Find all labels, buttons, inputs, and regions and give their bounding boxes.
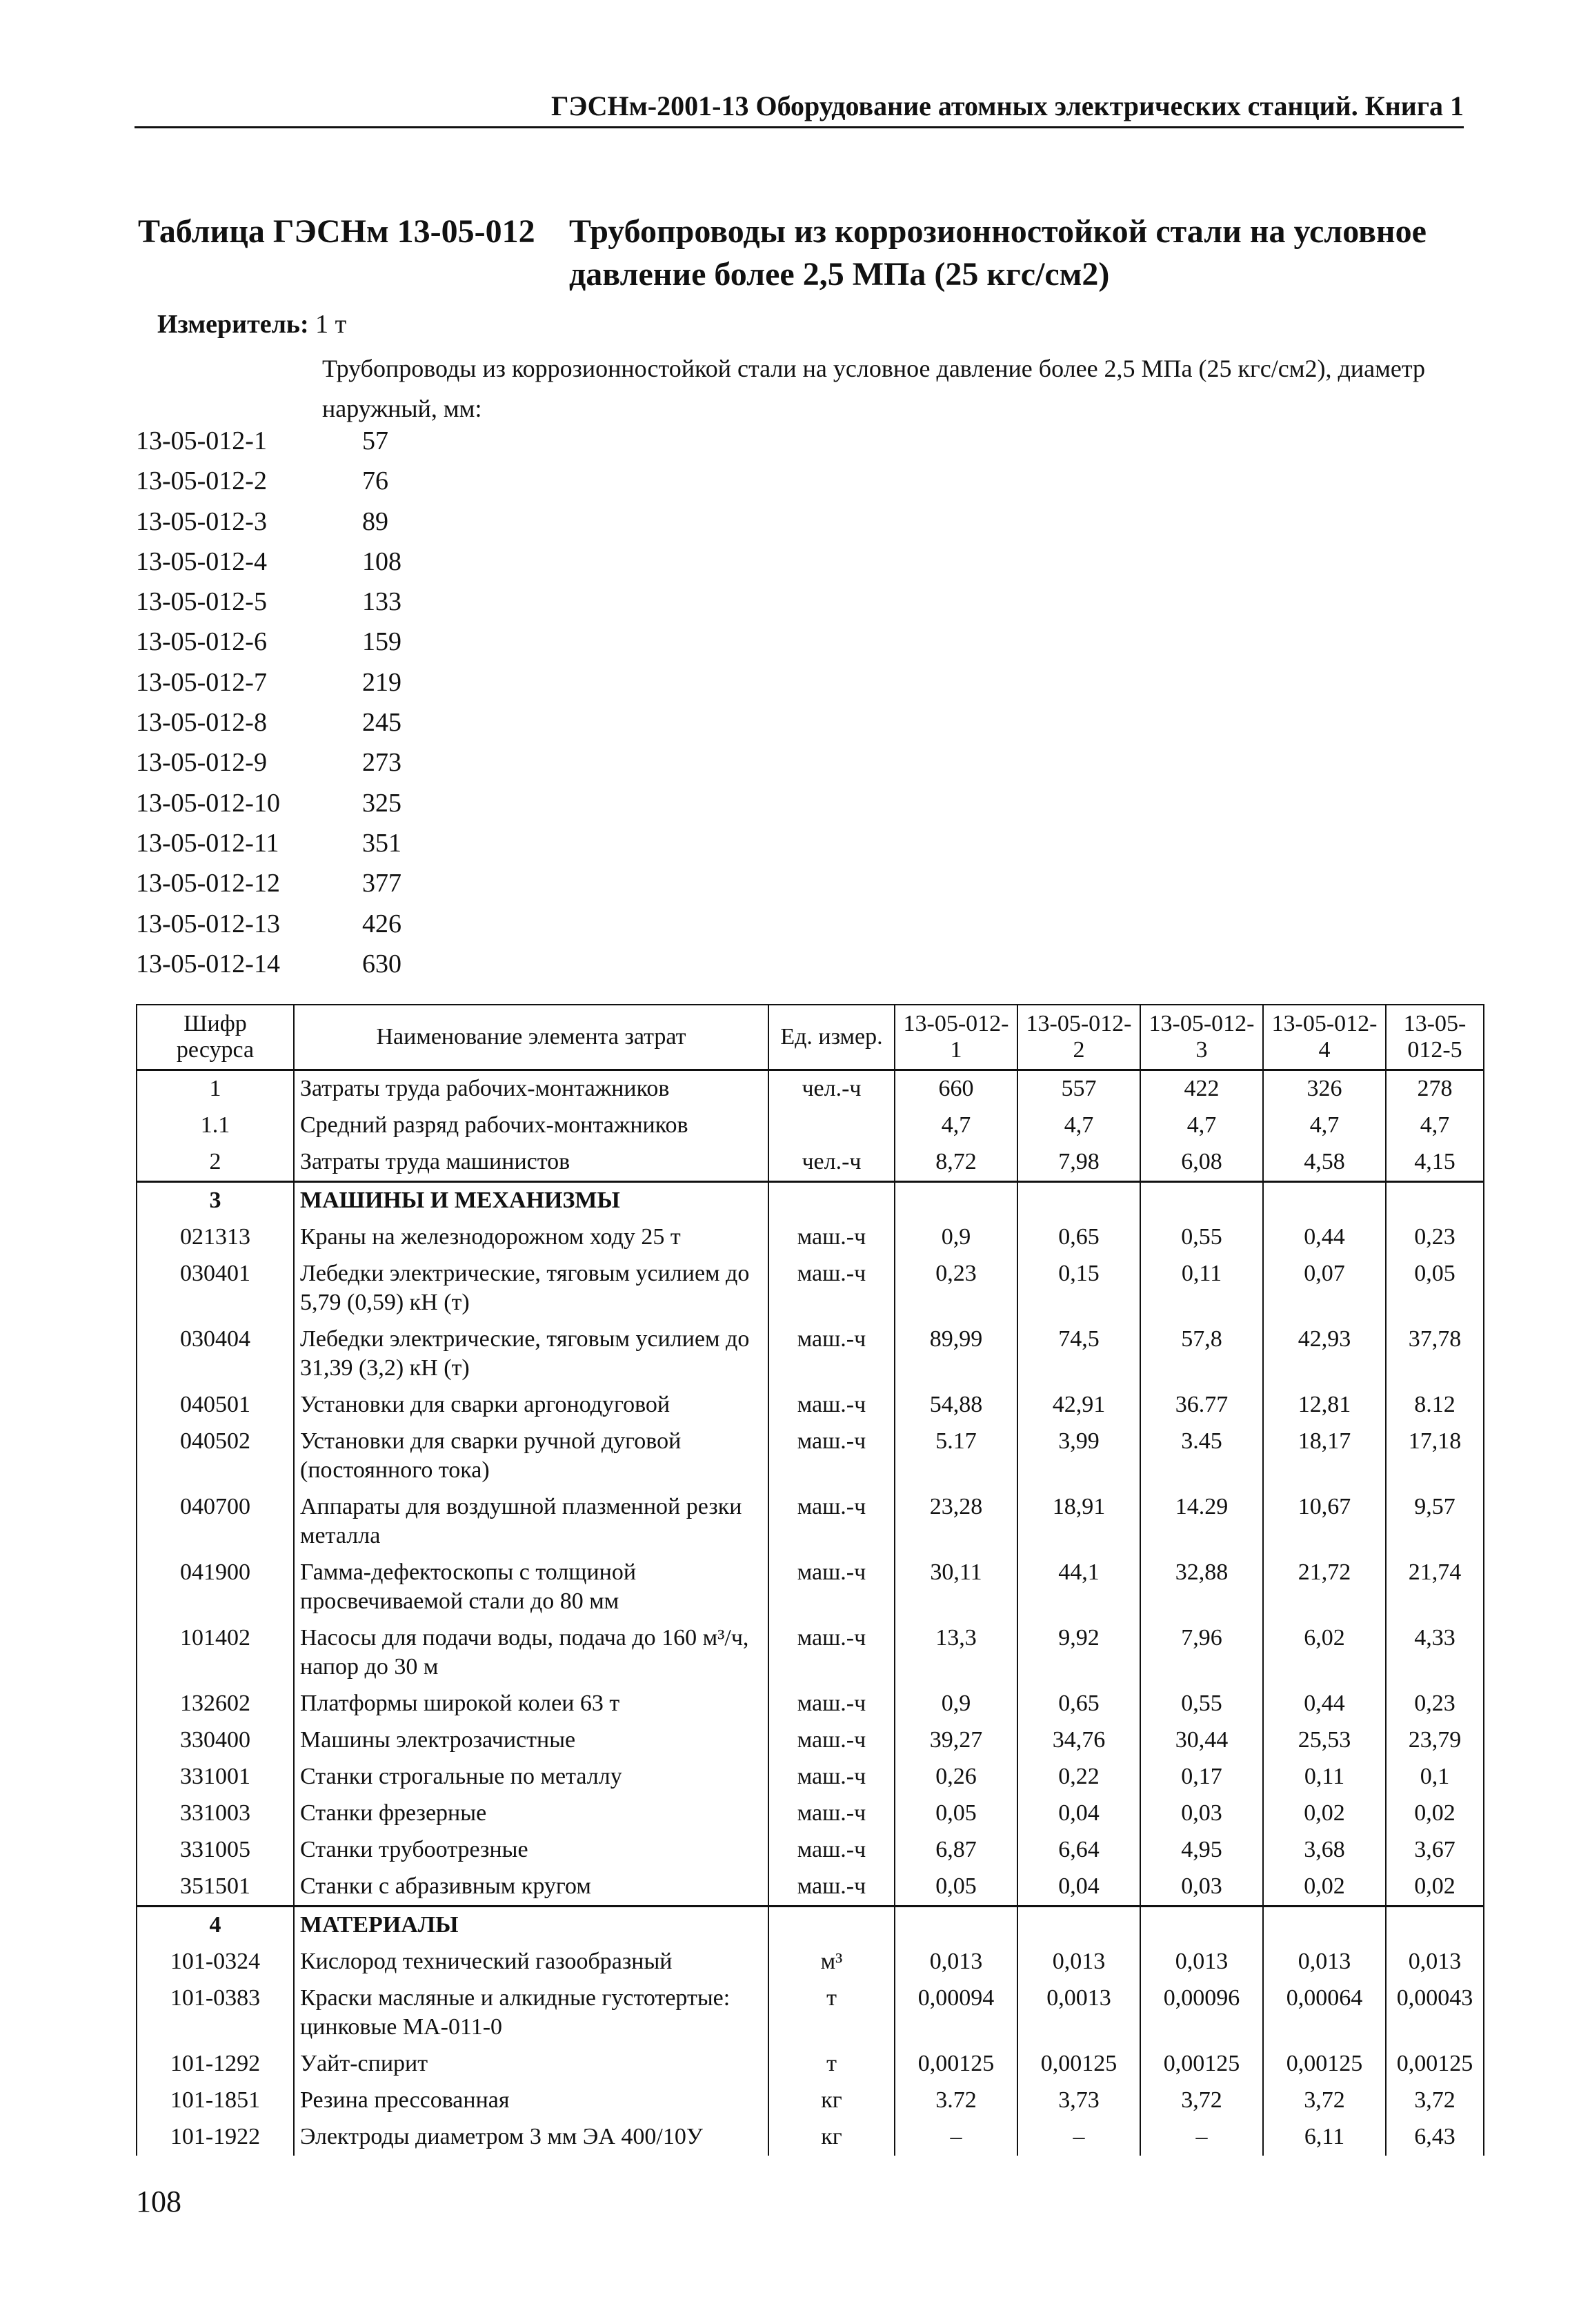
table-row — [137, 1980, 1484, 2046]
resource-value: 3,72 — [1386, 2082, 1484, 2119]
diameter-row — [136, 662, 401, 702]
running-header: ГЭСНм-2001-13 Оборудование атомных электрических станций. Книга 1 — [550, 90, 1464, 121]
diameter-row — [136, 904, 401, 944]
resource-value: – — [1017, 2119, 1140, 2156]
resource-name: Платформы широкой колеи 63 т — [294, 1686, 768, 1722]
resource-value: 30,44 — [1140, 1722, 1263, 1759]
resource-value: 0,65 — [1017, 1686, 1140, 1722]
resource-unit: маш.-ч — [768, 1832, 895, 1869]
column-header: Ед. измер. — [768, 1005, 895, 1070]
diameter-code: 13-05-012-5 — [136, 587, 267, 617]
resource-value: 0,26 — [895, 1759, 1017, 1795]
table-row — [137, 1907, 1484, 1944]
resource-value: 89,99 — [895, 1321, 1017, 1387]
diameter-code: 13-05-012-8 — [136, 708, 267, 738]
diameter-value: 133 — [362, 587, 401, 617]
resource-unit: маш.-ч — [768, 1759, 895, 1795]
resource-value: 42,93 — [1263, 1321, 1386, 1387]
table-row — [137, 1944, 1484, 1980]
resource-value: 4,95 — [1140, 1832, 1263, 1869]
diameter-row — [136, 944, 401, 984]
resource-value: 0,02 — [1386, 1795, 1484, 1832]
resource-value: 0,013 — [1386, 1944, 1484, 1980]
resource-value: 0,013 — [895, 1944, 1017, 1980]
table-row — [137, 1795, 1484, 1832]
table-row — [137, 1620, 1484, 1686]
table-row — [137, 1321, 1484, 1387]
resource-value — [895, 1182, 1017, 1220]
resource-value: 422 — [1140, 1070, 1263, 1108]
resource-code: 101402 — [137, 1620, 294, 1686]
resource-unit: маш.-ч — [768, 1722, 895, 1759]
resource-unit: маш.-ч — [768, 1387, 895, 1424]
resource-value: 0,013 — [1140, 1944, 1263, 1980]
column-header: 13-05-012-1 — [895, 1005, 1017, 1070]
resource-value: 0,02 — [1263, 1869, 1386, 1907]
resource-value: 0,9 — [895, 1219, 1017, 1256]
resource-value: 13,3 — [895, 1620, 1017, 1686]
diameter-row — [136, 783, 401, 823]
resource-value: – — [1140, 2119, 1263, 2156]
table-row — [137, 1107, 1484, 1144]
resource-unit: чел.-ч — [768, 1144, 895, 1182]
resource-name: Кислород технический газообразный — [294, 1944, 768, 1980]
resource-value: 25,53 — [1263, 1722, 1386, 1759]
resource-value: 5.17 — [895, 1424, 1017, 1489]
resource-code: 041900 — [137, 1555, 294, 1620]
resource-name: Средний разряд рабочих-монтажников — [294, 1107, 768, 1144]
resource-value: 0,02 — [1263, 1795, 1386, 1832]
resource-value: 0,03 — [1140, 1869, 1263, 1907]
diameter-row — [136, 502, 401, 542]
resource-value: 0,1 — [1386, 1759, 1484, 1795]
resource-value: 6,43 — [1386, 2119, 1484, 2156]
resource-value: 0,11 — [1263, 1759, 1386, 1795]
resource-value: 23,79 — [1386, 1722, 1484, 1759]
table-row — [137, 1555, 1484, 1620]
resource-value: 6,64 — [1017, 1832, 1140, 1869]
resource-name: Насосы для подачи воды, подача до 160 м³/ч, напор до 30 м — [294, 1620, 768, 1686]
diameter-code: 13-05-012-13 — [136, 909, 280, 938]
resource-value: 326 — [1263, 1070, 1386, 1108]
column-header: 13-05-012-4 — [1263, 1005, 1386, 1070]
resource-value: 0,44 — [1263, 1686, 1386, 1722]
resource-unit: маш.-ч — [768, 1686, 895, 1722]
resource-value: 8.12 — [1386, 1387, 1484, 1424]
header-divider — [135, 126, 1464, 128]
resource-value: 3,99 — [1017, 1424, 1140, 1489]
column-header: 13-05-012-3 — [1140, 1005, 1263, 1070]
resource-name: Станки с абразивным кругом — [294, 1869, 768, 1907]
diameter-value: 108 — [362, 546, 401, 576]
table-header-row — [137, 1005, 1484, 1070]
resource-value: 0,23 — [895, 1256, 1017, 1321]
resource-unit: маш.-ч — [768, 1555, 895, 1620]
column-header: 13-05-012-5 — [1386, 1005, 1484, 1070]
diameter-row — [136, 421, 401, 461]
resource-value: 21,74 — [1386, 1555, 1484, 1620]
resource-value: 54,88 — [895, 1387, 1017, 1424]
resource-value — [1017, 1182, 1140, 1220]
resource-value: 0,0013 — [1017, 1980, 1140, 2046]
resource-value: 0,17 — [1140, 1759, 1263, 1795]
resource-value: – — [895, 2119, 1017, 2156]
diameter-value: 57 — [362, 426, 388, 455]
diameter-value: 351 — [362, 828, 401, 858]
diameter-value: 377 — [362, 869, 401, 898]
resource-table — [136, 1004, 1484, 2156]
diameter-code: 13-05-012-12 — [136, 869, 280, 898]
resource-value: 12,81 — [1263, 1387, 1386, 1424]
resource-value: 74,5 — [1017, 1321, 1140, 1387]
resource-code: 040700 — [137, 1489, 294, 1555]
resource-value: 0,23 — [1386, 1686, 1484, 1722]
table-row — [137, 1424, 1484, 1489]
resource-value: 30,11 — [895, 1555, 1017, 1620]
table-code: Таблица ГЭСНм 13-05-012 — [138, 213, 535, 250]
diameter-row — [136, 461, 401, 501]
resource-value: 37,78 — [1386, 1321, 1484, 1387]
diameter-code: 13-05-012-7 — [136, 667, 267, 697]
table-row — [137, 1387, 1484, 1424]
resource-value: 57,8 — [1140, 1321, 1263, 1387]
resource-value: 0,11 — [1140, 1256, 1263, 1321]
resource-value: 0,55 — [1140, 1686, 1263, 1722]
resource-value: 17,18 — [1386, 1424, 1484, 1489]
resource-value: 4,15 — [1386, 1144, 1484, 1182]
resource-value: 6,87 — [895, 1832, 1017, 1869]
resource-value: 3,72 — [1140, 2082, 1263, 2119]
resource-code: 040502 — [137, 1424, 294, 1489]
table-row — [137, 1182, 1484, 1220]
diameter-row — [136, 582, 401, 622]
resource-name: Гамма-дефектоскопы с толщиной просвечиваемой стали до 80 мм — [294, 1555, 768, 1620]
resource-unit — [768, 1182, 895, 1220]
resource-value — [1140, 1182, 1263, 1220]
resource-name: Станки трубоотрезные — [294, 1832, 768, 1869]
table-row — [137, 1722, 1484, 1759]
resource-name: Лебедки электрические, тяговым усилием до 5,79 (0,59) кН (т) — [294, 1256, 768, 1321]
resource-name: Затраты труда рабочих-монтажников — [294, 1070, 768, 1108]
diameter-value: 273 — [362, 748, 401, 778]
resource-name: Краски масляные и алкидные густотертые: цинковые МА-011-0 — [294, 1980, 768, 2046]
diameter-value: 219 — [362, 667, 401, 697]
resource-value: 7,96 — [1140, 1620, 1263, 1686]
resource-value: 0,05 — [895, 1869, 1017, 1907]
resource-value — [1017, 1907, 1140, 1944]
resource-code: 1.1 — [137, 1107, 294, 1144]
resource-name: Краны на железнодорожном ходу 25 т — [294, 1219, 768, 1256]
table-row — [137, 1256, 1484, 1321]
resource-value: 0,05 — [1386, 1256, 1484, 1321]
resource-value: 0,00096 — [1140, 1980, 1263, 2046]
resource-code: 101-1292 — [137, 2046, 294, 2082]
resource-value: 4,7 — [1386, 1107, 1484, 1144]
table-row — [137, 2119, 1484, 2156]
resource-value: 7,98 — [1017, 1144, 1140, 1182]
resource-value: 36.77 — [1140, 1387, 1263, 1424]
diameter-code: 13-05-012-14 — [136, 949, 280, 978]
table-row — [137, 1070, 1484, 1108]
resource-value: 9,92 — [1017, 1620, 1140, 1686]
diameter-row — [136, 622, 401, 662]
resource-value: 23,28 — [895, 1489, 1017, 1555]
resource-code: 3 — [137, 1182, 294, 1220]
resource-value: 0,03 — [1140, 1795, 1263, 1832]
resource-value: 0,00125 — [1263, 2046, 1386, 2082]
resource-unit — [768, 1107, 895, 1144]
resource-value: 4,7 — [1263, 1107, 1386, 1144]
table-title — [138, 210, 1466, 296]
column-header: Наименование элемента затрат — [294, 1005, 768, 1070]
resource-value: 3,67 — [1386, 1832, 1484, 1869]
resource-value: 18,17 — [1263, 1424, 1386, 1489]
resource-value: 0,04 — [1017, 1795, 1140, 1832]
resource-value: 0,15 — [1017, 1256, 1140, 1321]
resource-value: 8,72 — [895, 1144, 1017, 1182]
table-row — [137, 2046, 1484, 2082]
resource-code: 101-1922 — [137, 2119, 294, 2156]
resource-value: 557 — [1017, 1070, 1140, 1108]
resource-value: 0,04 — [1017, 1869, 1140, 1907]
resource-unit: маш.-ч — [768, 1489, 895, 1555]
resource-name: Станки строгальные по металлу — [294, 1759, 768, 1795]
resource-code: 330400 — [137, 1722, 294, 1759]
resource-value: 14.29 — [1140, 1489, 1263, 1555]
resource-name: Машины электрозачистные — [294, 1722, 768, 1759]
resource-value: 0,00094 — [895, 1980, 1017, 2046]
diameter-code: 13-05-012-4 — [136, 546, 267, 576]
diameter-code: 13-05-012-6 — [136, 627, 267, 657]
resource-value: 4,7 — [895, 1107, 1017, 1144]
resource-value: 32,88 — [1140, 1555, 1263, 1620]
table-row — [137, 1686, 1484, 1722]
resource-value: 42,91 — [1017, 1387, 1140, 1424]
resource-value: 6,08 — [1140, 1144, 1263, 1182]
resource-value: 6,11 — [1263, 2119, 1386, 2156]
resource-value — [895, 1907, 1017, 1944]
diameter-code: 13-05-012-3 — [136, 506, 267, 536]
resource-value: 0,22 — [1017, 1759, 1140, 1795]
resource-name: Уайт-спирит — [294, 2046, 768, 2082]
diameter-value: 159 — [362, 627, 401, 657]
table-row — [137, 1869, 1484, 1907]
diameter-row — [136, 542, 401, 582]
resource-unit: т — [768, 2046, 895, 2082]
diameter-row — [136, 702, 401, 742]
resource-unit: маш.-ч — [768, 1219, 895, 1256]
resource-value: 0,00125 — [1386, 2046, 1484, 2082]
diameter-row — [136, 742, 401, 782]
resource-value: 4,33 — [1386, 1620, 1484, 1686]
resource-name: Затраты труда машинистов — [294, 1144, 768, 1182]
measure-value: 1 т — [315, 310, 347, 339]
resource-name: Станки фрезерные — [294, 1795, 768, 1832]
resource-value: 10,67 — [1263, 1489, 1386, 1555]
resource-value — [1263, 1182, 1386, 1220]
intro-text: Трубопроводы из коррозионностойкой стали на условное давление более 2,5 МПа (25 кгс/см2), диаметр наружный, мм: — [322, 355, 1425, 422]
resource-unit — [768, 1907, 895, 1944]
diameter-value: 89 — [362, 506, 388, 536]
resource-name: Установки для сварки ручной дуговой (постоянного тока) — [294, 1424, 768, 1489]
resource-value: 9,57 — [1386, 1489, 1484, 1555]
resource-value: 0,05 — [895, 1795, 1017, 1832]
diameter-value: 76 — [362, 466, 388, 496]
resource-code: 101-0324 — [137, 1944, 294, 1980]
resource-value: 3,68 — [1263, 1832, 1386, 1869]
resource-value — [1386, 1182, 1484, 1220]
resource-code: 030404 — [137, 1321, 294, 1387]
table-row — [137, 1759, 1484, 1795]
resource-value: 6,02 — [1263, 1620, 1386, 1686]
resource-code: 030401 — [137, 1256, 294, 1321]
diameter-value: 245 — [362, 708, 401, 738]
diameter-row — [136, 863, 401, 903]
resource-value: 0,00125 — [1017, 2046, 1140, 2082]
column-header: 13-05-012-2 — [1017, 1005, 1140, 1070]
page-number: 108 — [136, 2185, 181, 2218]
column-header: Шифр ресурса — [137, 1005, 294, 1070]
resource-code: 331001 — [137, 1759, 294, 1795]
diameter-value: 426 — [362, 909, 401, 938]
diameter-code: 13-05-012-9 — [136, 748, 267, 778]
resource-code: 040501 — [137, 1387, 294, 1424]
resource-value: 4,7 — [1140, 1107, 1263, 1144]
resource-unit: маш.-ч — [768, 1256, 895, 1321]
resource-value: 0,013 — [1263, 1944, 1386, 1980]
resource-value — [1140, 1907, 1263, 1944]
resource-unit: маш.-ч — [768, 1795, 895, 1832]
resource-code: 1 — [137, 1070, 294, 1108]
resource-name: Лебедки электрические, тяговым усилием до 31,39 (3,2) кН (т) — [294, 1321, 768, 1387]
resource-code: 4 — [137, 1907, 294, 1944]
resource-unit: кг — [768, 2119, 895, 2156]
resource-name: МАТЕРИАЛЫ — [294, 1907, 768, 1944]
resource-code: 021313 — [137, 1219, 294, 1256]
diameter-value: 630 — [362, 949, 401, 978]
diameter-row — [136, 823, 401, 863]
resource-code: 331003 — [137, 1795, 294, 1832]
resource-unit: т — [768, 1980, 895, 2046]
diameter-list — [136, 421, 401, 984]
table-row — [137, 1144, 1484, 1182]
resource-value: 44,1 — [1017, 1555, 1140, 1620]
resource-value: 4,7 — [1017, 1107, 1140, 1144]
resource-value: 3.72 — [895, 2082, 1017, 2119]
resource-value: 0,65 — [1017, 1219, 1140, 1256]
resource-unit: маш.-ч — [768, 1321, 895, 1387]
resource-value: 0,9 — [895, 1686, 1017, 1722]
resource-value: 0,00125 — [895, 2046, 1017, 2082]
measure-unit — [157, 309, 346, 339]
table-row — [137, 2082, 1484, 2119]
table-row — [137, 1832, 1484, 1869]
resource-value: 18,91 — [1017, 1489, 1140, 1555]
diameter-code: 13-05-012-2 — [136, 466, 267, 496]
resource-name: Установки для сварки аргонодуговой — [294, 1387, 768, 1424]
resource-unit: маш.-ч — [768, 1620, 895, 1686]
resource-value: 3.45 — [1140, 1424, 1263, 1489]
table-row — [137, 1219, 1484, 1256]
diameter-value: 325 — [362, 788, 401, 818]
diameter-code: 13-05-012-10 — [136, 788, 280, 818]
resource-value: 278 — [1386, 1070, 1484, 1108]
resource-value: 0,00125 — [1140, 2046, 1263, 2082]
resource-value: 0,23 — [1386, 1219, 1484, 1256]
resource-value: 0,44 — [1263, 1219, 1386, 1256]
resource-unit: чел.-ч — [768, 1070, 895, 1108]
table-description: Трубопроводы из коррозионностойкой стали на условное давление более 2,5 МПа (25 кгс/см2) — [569, 213, 1427, 293]
resource-value: 4,58 — [1263, 1144, 1386, 1182]
resource-code: 101-1851 — [137, 2082, 294, 2119]
resource-value: 3,72 — [1263, 2082, 1386, 2119]
resource-value: 34,76 — [1017, 1722, 1140, 1759]
resource-code: 132602 — [137, 1686, 294, 1722]
resource-value: 0,07 — [1263, 1256, 1386, 1321]
resource-value: 660 — [895, 1070, 1017, 1108]
resource-unit: м³ — [768, 1944, 895, 1980]
resource-value: 0,55 — [1140, 1219, 1263, 1256]
resource-name: Аппараты для воздушной плазменной резки металла — [294, 1489, 768, 1555]
resource-unit: кг — [768, 2082, 895, 2119]
resource-name: МАШИНЫ И МЕХАНИЗМЫ — [294, 1182, 768, 1220]
resource-code: 2 — [137, 1144, 294, 1182]
resource-code: 101-0383 — [137, 1980, 294, 2046]
resource-value: 39,27 — [895, 1722, 1017, 1759]
resource-unit: маш.-ч — [768, 1424, 895, 1489]
resource-value — [1263, 1907, 1386, 1944]
diameter-code: 13-05-012-11 — [136, 828, 279, 858]
resource-unit: маш.-ч — [768, 1869, 895, 1907]
resource-value: 21,72 — [1263, 1555, 1386, 1620]
resource-name: Резина прессованная — [294, 2082, 768, 2119]
measure-label: Измеритель: — [157, 310, 309, 339]
table-row — [137, 1489, 1484, 1555]
resource-name: Электроды диаметром 3 мм ЭА 400/10У — [294, 2119, 768, 2156]
diameter-code: 13-05-012-1 — [136, 426, 267, 455]
resource-code: 331005 — [137, 1832, 294, 1869]
resource-value — [1386, 1907, 1484, 1944]
resource-value: 0,013 — [1017, 1944, 1140, 1980]
resource-value: 3,73 — [1017, 2082, 1140, 2119]
resource-value: 0,00064 — [1263, 1980, 1386, 2046]
resource-code: 351501 — [137, 1869, 294, 1907]
resource-value: 0,00043 — [1386, 1980, 1484, 2046]
resource-value: 0,02 — [1386, 1869, 1484, 1907]
